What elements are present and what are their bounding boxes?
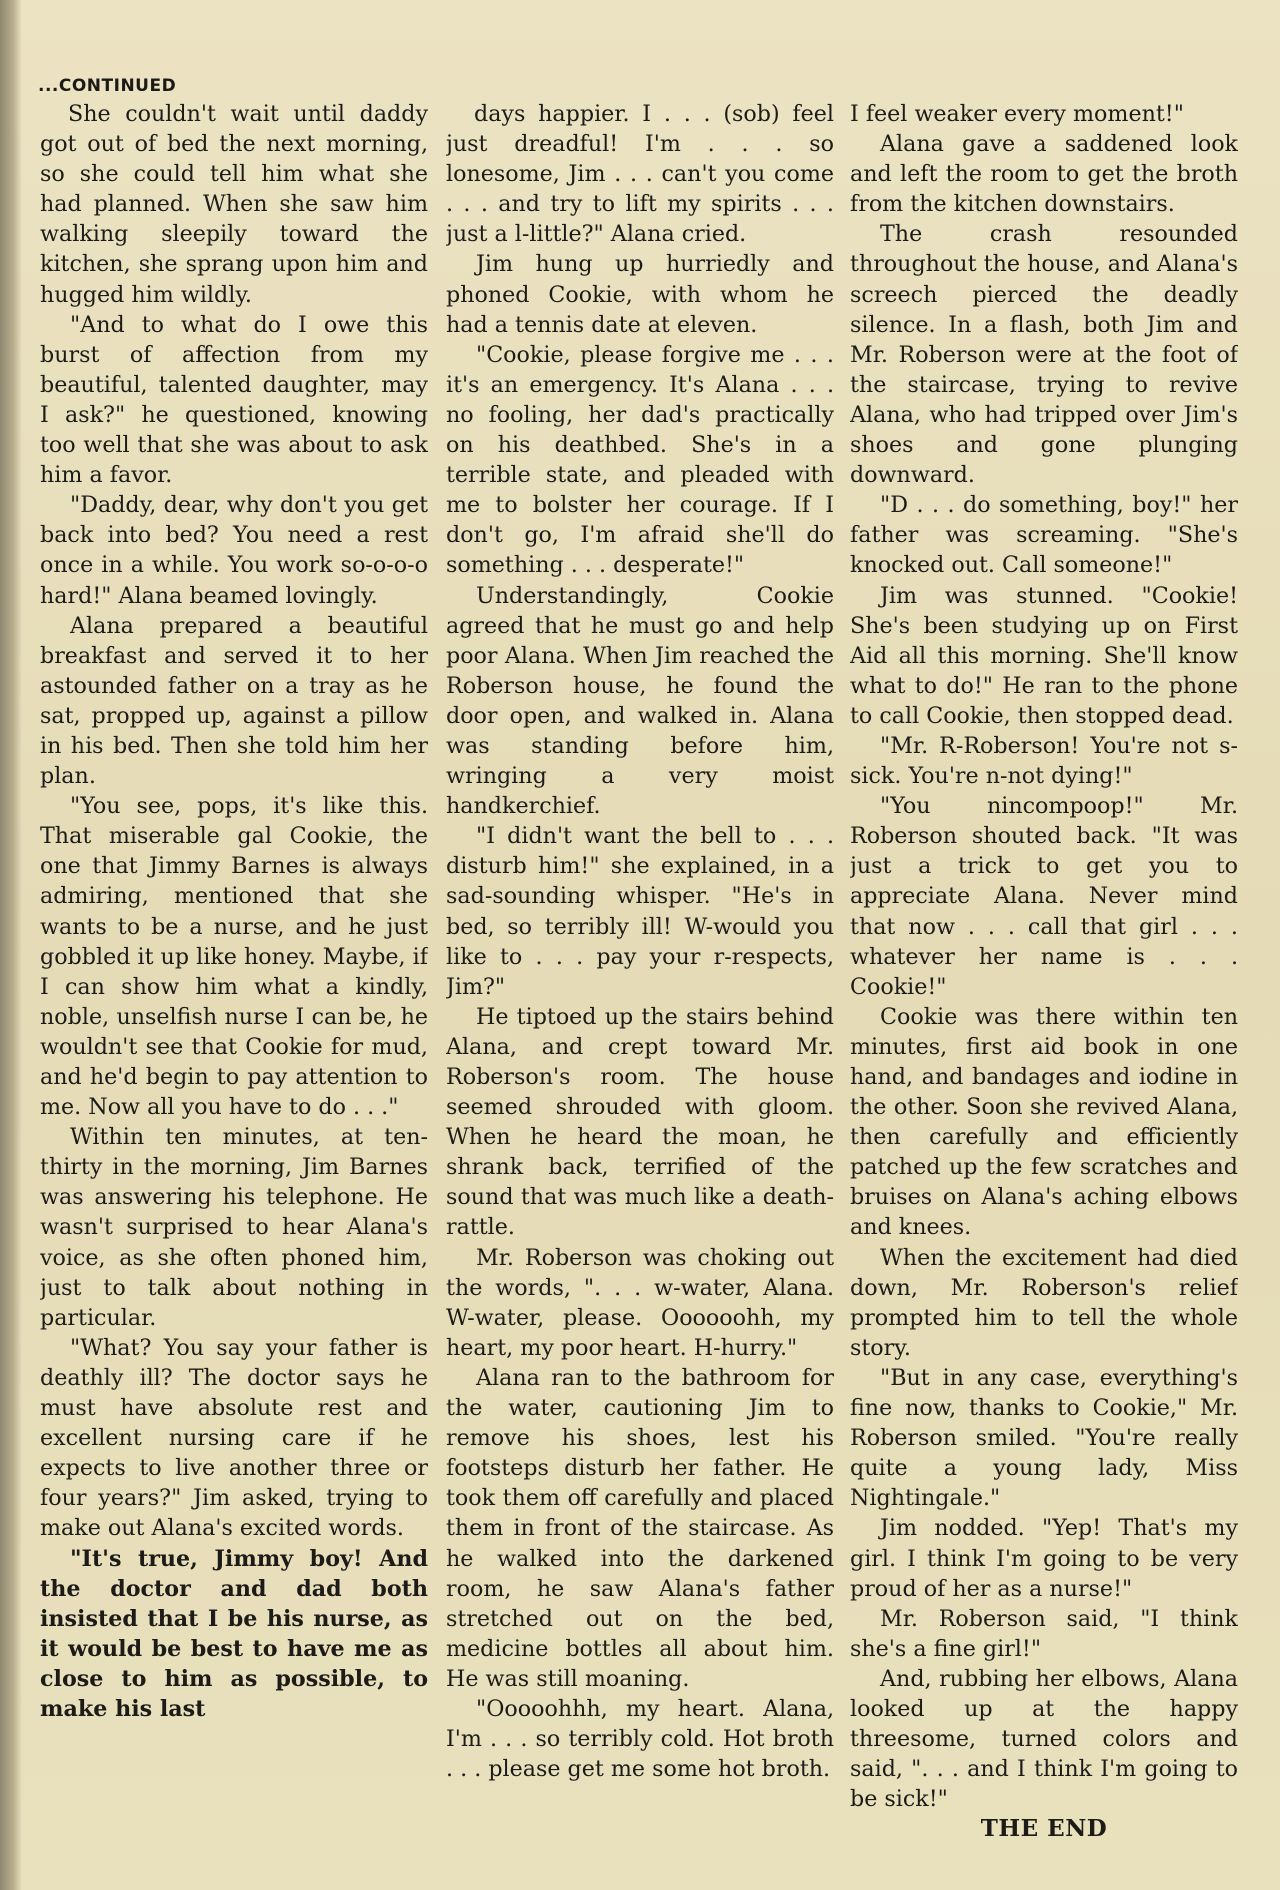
paragraph: He tiptoed up the stairs behind Alana, and crept toward Mr. Roberson's room. The house seemed shrouded with gloom. When he heard the moan, he shrank back, terrified of the sound that was much like a death-rattle.: [446, 1003, 834, 1241]
continued-label: ...CONTINUED: [38, 76, 177, 96]
paragraph: Alana prepared a beautiful breakfast and served it to her astounded father on a tray as he sat, propped up, against a pillow in his bed. Then she told him her plan.: [40, 612, 428, 790]
paragraph: Within ten minutes, at ten-thirty in the morning, Jim Barnes was answering his telephone. He wasn't surprised to hear Alana's voice, as she often phoned him, just to talk about nothing in particular.: [40, 1124, 428, 1331]
paragraph: "You see, pops, it's like this. That miserable gal Cookie, the one that Jimmy Barnes is always admiring, mentioned that she wants to be a nurse, and he just gobbled it up like honey. Maybe, if I can show him what a kindly, noble, unselfish nurse I can be, he wouldn't see that Cookie for mud, and he'd begin to pay attention to me. Now all you have to do . . .": [40, 793, 428, 1121]
paragraph: "D . . . do something, boy!" her father was screaming. "She's knocked out. Call someone!": [850, 492, 1238, 579]
paragraph: "It's true, Jimmy boy! And the doctor and dad both insisted that I be his nurse, as it would be best to have me as close to him as possible, to make his last: [40, 1545, 428, 1722]
paragraph: "You nincompoop!" Mr. Roberson shouted back. "It was just a trick to get you to appreciate Alana. Never mind that now . . . call that girl . . . whatever her name is . . . Cookie!": [850, 793, 1238, 1000]
paragraph: days happier. I . . . (sob) feel just dreadful! I'm . . . so lonesome, Jim . . . can't you come . . . and try to lift my spirits . . . just a l-little?" Alana cried.: [446, 101, 834, 248]
paragraph: "What? You say your father is deathly ill? The doctor says he must have absolute rest and excellent nursing care if he expects to live another three or four years?" Jim asked, trying to make out Alana's excited words.: [40, 1334, 428, 1542]
paragraph: Cookie was there within ten minutes, first aid book in one hand, and bandages and iodine in the other. Soon she revived Alana, then carefully and efficiently patched up the few scratches and bruises on Alana's aching elbows and knees.: [850, 1003, 1238, 1241]
paragraph: I feel weaker every moment!": [850, 101, 1184, 127]
paragraph: Understandingly, Cookie agreed that he must go and help poor Alana. When Jim reached the Roberson house, he found the door open, and walked in. Alana was standing before him, wringing a very moist handkerchief.: [446, 582, 834, 820]
paragraph: "Daddy, dear, why don't you get back into bed? You need a rest once in a while. You work so-o-o-o hard!" Alana beamed lovingly.: [40, 492, 428, 609]
paragraph: "And to what do I owe this burst of affection from my beautiful, talented daughter, may I ask?" he questioned, knowing too well that she was about to ask him a favor.: [40, 311, 428, 489]
paragraph: Alana ran to the bathroom for the water, cautioning Jim to remove his shoes, lest his footsteps disturb her father. He took them off carefully and placed them in front of the staircase. As he walked into the darkened room, he saw Alana's father stretched out on the bed, medicine bottles all about him. He was still moaning.: [446, 1364, 834, 1692]
paragraph: Jim nodded. "Yep! That's my girl. I think I'm going to be very proud of her as a nurse!": [850, 1515, 1238, 1602]
text-column-1: [40, 99, 428, 1859]
page-binding-edge: [0, 0, 22, 1890]
paragraph: She couldn't wait until daddy got out of bed the next morning, so she could tell him what she had planned. When she saw him walking sleepily toward the kitchen, she sprang upon him and hugged him wildly.: [40, 101, 428, 308]
paragraph: "Ooooohhh, my heart. Alana, I'm . . . so terribly cold. Hot broth . . . please get me some hot broth.: [446, 1695, 834, 1783]
paragraph: "Cookie, please forgive me . . . it's an emergency. It's Alana . . . no fooling, her dad's practically on his deathbed. She's in a terrible state, and pleaded with me to bolster her courage. If I don't go, I'm afraid she'll do something . . . desperate!": [446, 341, 834, 579]
paragraph: "I didn't want the bell to . . . disturb him!" she explained, in a sad-sounding whisper. "He's in bed, so terribly ill! W-would you like to . . . pay your r-respects, Jim?": [446, 823, 834, 1000]
paragraph: And, rubbing her elbows, Alana looked up at the happy threesome, turned colors and said, ". . . and I think I'm going to be sick!": [850, 1665, 1238, 1813]
paragraph: The crash resounded throughout the house, and Alana's screech pierced the deadly silence. In a flash, both Jim and Mr. Roberson were at the foot of the staircase, trying to revive Alana, who had tripped over Jim's shoes and gone plunging downward.: [850, 221, 1238, 489]
paragraph: Jim hung up hurriedly and phoned Cookie, with whom he had a tennis date at eleven.: [446, 251, 834, 338]
paragraph: Mr. Roberson said, "I think she's a fine girl!": [850, 1605, 1238, 1662]
paragraph: "But in any case, everything's fine now, thanks to Cookie," Mr. Roberson smiled. "You're really quite a young lady, Miss Nightingale.": [850, 1364, 1238, 1512]
paragraph: "Mr. R-Roberson! You're not s-sick. You're n-not dying!": [850, 732, 1238, 790]
paragraph: Alana gave a saddened look and left the room to get the broth from the kitchen downstairs.: [850, 131, 1238, 218]
text-column-2: [446, 99, 834, 1859]
paragraph: Jim was stunned. "Cookie! She's been studying up on First Aid all this morning. She'll know what to do!" He ran to the phone to call Cookie, then stopped dead.: [850, 582, 1238, 729]
the-end-label: THE END: [980, 1815, 1108, 1843]
text-column-3: [850, 99, 1238, 1859]
paragraph: When the excitement had died down, Mr. Roberson's relief prompted him to tell the whole story.: [850, 1244, 1238, 1361]
paragraph: Mr. Roberson was choking out the words, ". . . w-water, Alana. W-water, please. Oooooohh, my heart, my poor heart. H-hurry.": [446, 1244, 834, 1361]
